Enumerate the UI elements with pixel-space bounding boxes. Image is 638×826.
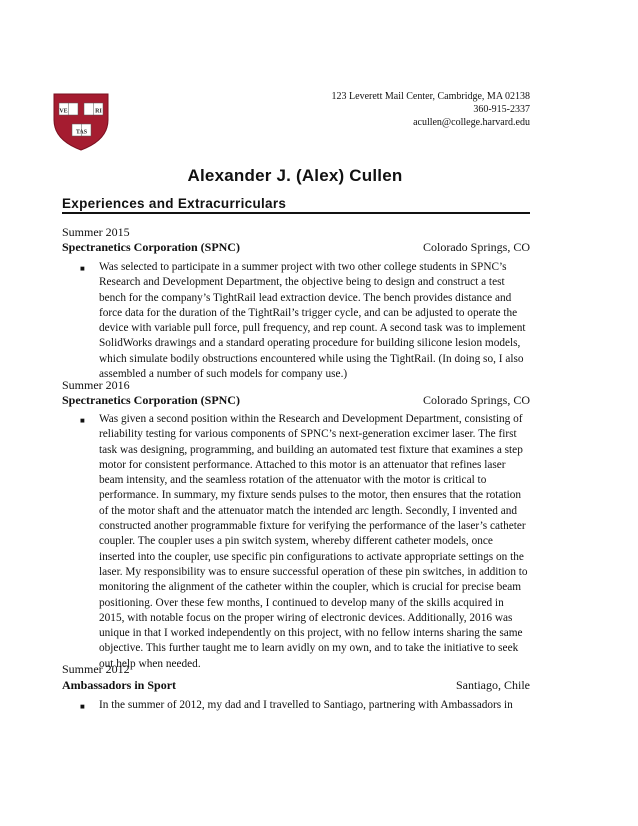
email-line: acullen@college.harvard.edu bbox=[413, 117, 530, 128]
crest-text-tas: TAS bbox=[75, 129, 88, 136]
bullet-square-icon: ■ bbox=[80, 702, 85, 711]
contact-block bbox=[332, 90, 530, 129]
entry-organization: Spectranetics Corporation (SPNC) bbox=[62, 240, 240, 254]
bullet-square-icon: ■ bbox=[80, 416, 85, 425]
section-title: Experiences and Extracurriculars bbox=[62, 196, 287, 211]
entry-header bbox=[62, 678, 530, 693]
entry-header bbox=[62, 240, 530, 255]
harvard-shield-logo bbox=[50, 90, 112, 152]
entry-description: In the summer of 2012, my dad and I travelled to Santiago, partnering with Ambassadors in bbox=[99, 699, 513, 711]
section-divider bbox=[62, 212, 530, 214]
entry-location: Colorado Springs, CO bbox=[422, 393, 530, 407]
entry-season: Summer 2016 bbox=[62, 378, 130, 392]
entry-season: Summer 2012 bbox=[62, 662, 130, 676]
address-line: 123 Leverett Mail Center, Cambridge, MA 02138 bbox=[331, 91, 530, 102]
crest-text-ri: RI bbox=[95, 108, 102, 115]
entry-header bbox=[62, 393, 530, 408]
entry-organization: Spectranetics Corporation (SPNC) bbox=[62, 393, 240, 407]
entry-season: Summer 2015 bbox=[62, 225, 130, 239]
crest-text-ve: VE bbox=[59, 108, 68, 115]
entry-location: Santiago, Chile bbox=[456, 678, 530, 692]
entry-description: Was selected to participate in a summer project with two other college students in SPNC’s Research and Development Department, the objective being to design and construct a test bench for the company’s TightRail lead extraction device. The bench provides distance and force data for the duration of the TightRail’s trigger cycle, and can be adjusted to operate the device with variable pull force, pull frequency, and rep count. A second task was to implement SolidWorks drawings and a standard operating procedure for building silicone lesion models, which simulate bodily obstructions encountered while using the TightRail. (In doing so, I also assembled a number of such models for company use.) bbox=[99, 261, 526, 381]
entry-organization: Ambassadors in Sport bbox=[62, 678, 177, 692]
phone-line: 360-915-2337 bbox=[473, 104, 530, 115]
entry-description: Was given a second position within the Research and Development Department, consisting of reliability testing for various components of SPNC’s next-generation excimer laser. The first task was designing, programming, and building an automated test fixture that examines a step motor for consistent performance. Attached to this motor is an attenuator that refines laser beam intensity, and the seamless rotation of the attenuator with the motor is critical to performance. In summary, my fixture sends pulses to the motor, then ensures that the rotation of the motor shaft and the attenuator match the intended arc length. Secondly, I invented and constructed another programmable fixture for verifying the performance of the laser’s catheter coupler. The coupler uses a pin switch system, whereby different catheter models, once inserted into the coupler, use specific pin configurations to activate appropriate settings on the laser. My responsibility was to ensure successful operation of these pin switches, in addition to monitoring the alignment of the catheter within the coupler, which is crucial for precise beam positioning. Over these few months, I continued to develop many of the skills acquired in 2015, with notable focus on the proper wiring of electronic devices. Additionally, 2016 was unique in that I worked independently on this project, with no fellow interns sharing the same objective. This further taught me to learn avidly on my own, and to take the initiative to seek out help when needed. bbox=[99, 413, 528, 670]
bullet-square-icon: ■ bbox=[80, 264, 85, 273]
candidate-name: Alexander J. (Alex) Cullen bbox=[187, 166, 403, 185]
entry-location: Colorado Springs, CO bbox=[422, 240, 530, 254]
